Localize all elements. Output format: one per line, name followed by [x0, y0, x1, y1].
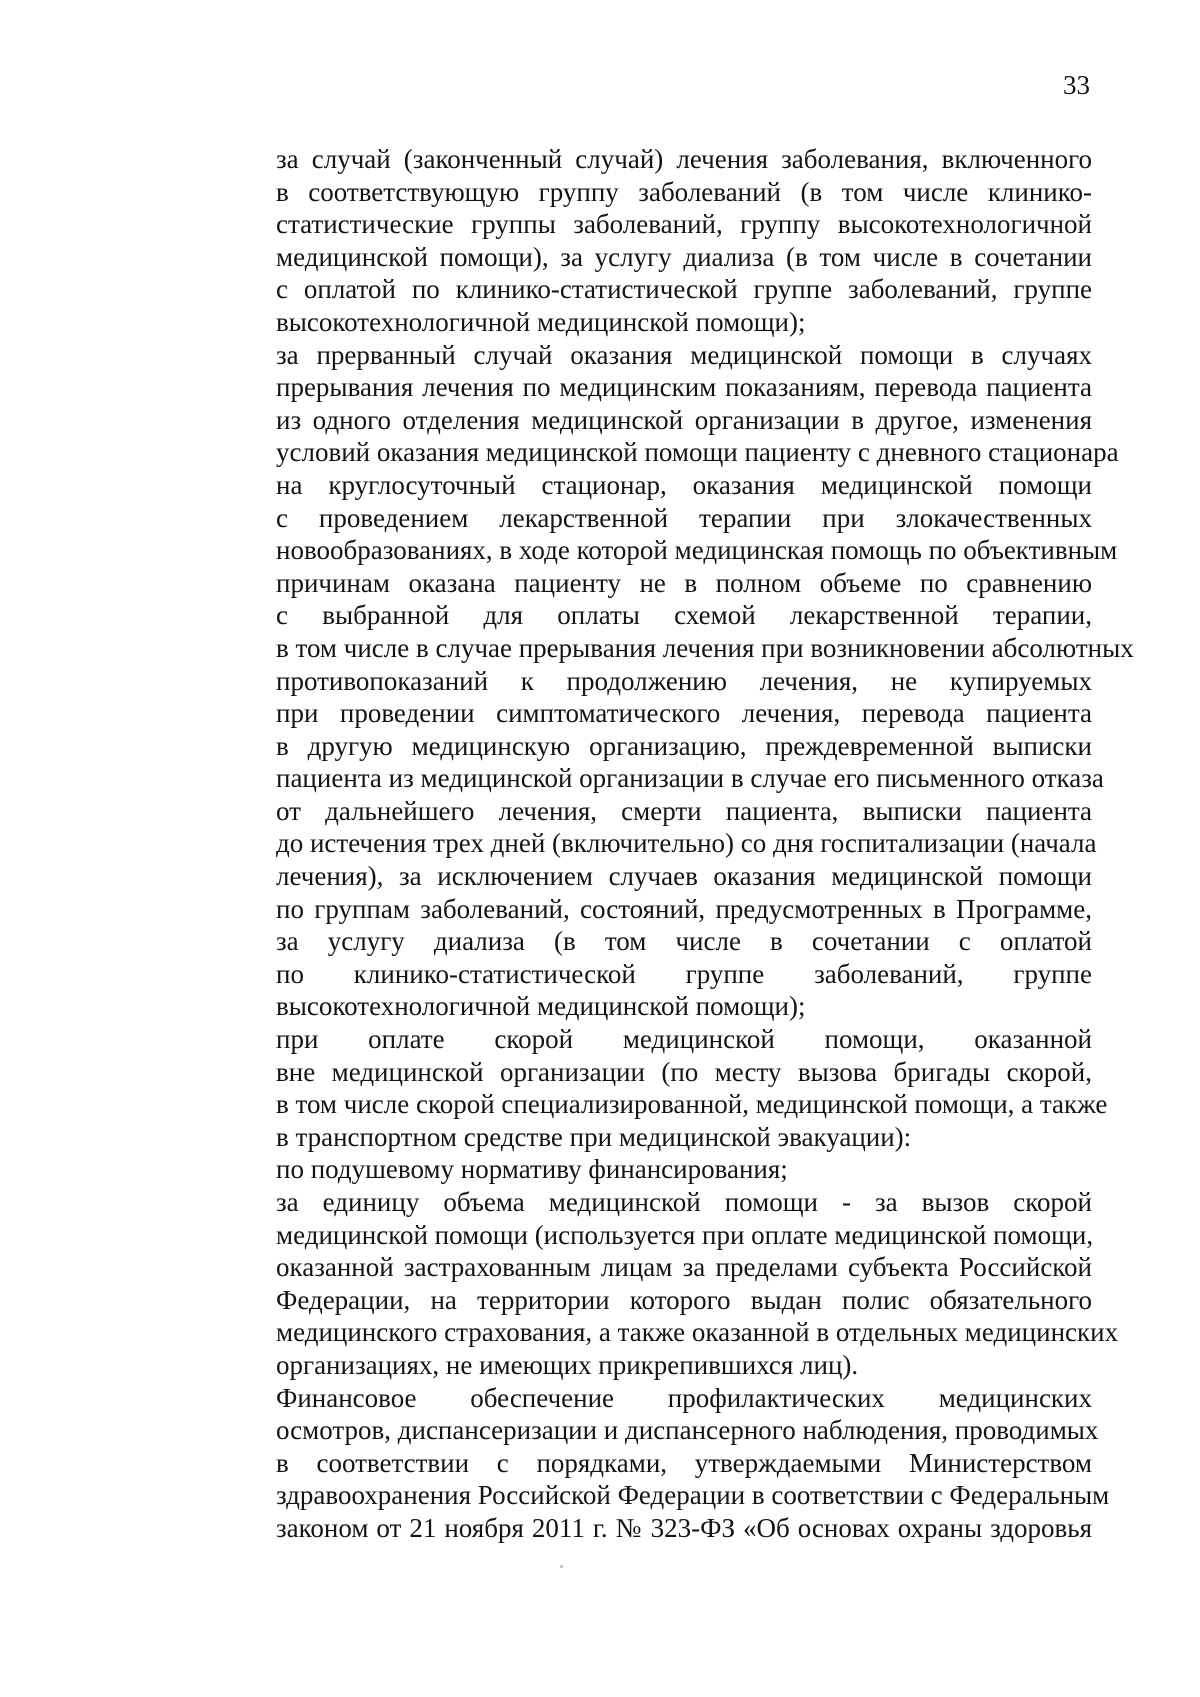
text-line: высокотехнологичной медицинской помощи);: [276, 991, 806, 1022]
text-line: в том числе скорой специализированной, медицинской помощи, а также: [276, 1089, 1108, 1120]
paragraph-p1: [204, 143, 1092, 339]
text-line: на круглосуточный стационар, оказания медицинской помощи: [276, 469, 1092, 500]
text-line: причинам оказана пациенту не в полном объеме по сравнению: [276, 567, 1092, 598]
text-line: из одного отделения медицинской организации в другое, изменения: [276, 404, 1092, 435]
text-line: при оплате скорой медицинской помощи, оказанной: [276, 1024, 1092, 1055]
text-line: за услугу диализа (в том числе в сочетании с оплатой: [276, 926, 1092, 957]
text-line: по группам заболеваний, состояний, предусмотренных в Программе,: [276, 893, 1092, 924]
paragraph-p5: [204, 1186, 1119, 1382]
text-line: лечения), за исключением случаев оказания медицинской помощи: [276, 861, 1092, 892]
text-line: статистические группы заболеваний, группу высокотехнологичной: [276, 209, 1092, 240]
text-line: организациях, не имеющих прикрепившихся лиц).: [276, 1349, 859, 1380]
text-line: новообразованиях, в ходе которой медицинская помощь по объективным: [276, 535, 1118, 566]
text-line: вне медицинской организации (по месту вызова бригады скорой,: [276, 1056, 1092, 1087]
text-line: осмотров, диспансеризации и диспансерного наблюдения, проводимых: [276, 1415, 1099, 1446]
text-line: противопоказаний к продолжению лечения, не купируемых: [276, 665, 1092, 696]
paragraph-p6: [204, 1382, 1110, 1545]
page-number: 33: [1063, 70, 1090, 100]
text-line: высокотехнологичной медицинской помощи);: [276, 306, 806, 337]
text-line: за прерванный случай оказания медицинской помощи в случаях: [276, 339, 1092, 370]
text-line: прерывания лечения по медицинским показаниям, перевода пациента: [276, 372, 1092, 403]
text-line: медицинской помощи (используется при оплате медицинской помощи,: [276, 1219, 1094, 1250]
text-line: с выбранной для оплаты схемой лекарственной терапии,: [276, 600, 1092, 631]
text-line: в соответствующую группу заболеваний (в том числе клинико-: [276, 176, 1092, 207]
paragraph-p3: [204, 1023, 1108, 1153]
text-line: в том числе в случае прерывания лечения при возникновении абсолютных: [276, 632, 1134, 663]
text-line: за единицу объема медицинской помощи - за вызов скорой: [276, 1187, 1092, 1217]
text-line: Федерации, на территории которого выдан полис обязательного: [276, 1284, 1092, 1315]
text-line: при проведении симптоматического лечения, перевода пациента: [276, 698, 1092, 729]
paragraph-p2: [204, 339, 1134, 1023]
scan-speck: [560, 1565, 563, 1568]
text-line: по клинико-статистической группе заболеваний, группе: [276, 958, 1092, 989]
text-line: здравоохранения Российской Федерации в соответствии с Федеральным: [276, 1480, 1110, 1511]
text-line: Финансовое обеспечение профилактических медицинских: [276, 1382, 1092, 1413]
text-line: медицинского страхования, а также оказанной в отдельных медицинских: [276, 1317, 1119, 1348]
text-line: условий оказания медицинской помощи пациенту с дневного стационара: [276, 437, 1119, 468]
text-line: с оплатой по клинико-статистической группе заболеваний, группе: [276, 274, 1092, 305]
text-line: законом от 21 ноября 2011 г. № 323-ФЗ «Об основах охраны здоровья: [276, 1512, 1092, 1543]
text-line: пациента из медицинской организации в случае его письменного отказа: [276, 763, 1104, 794]
paragraph-p4: [204, 1153, 1092, 1186]
text-line: в другую медицинскую организацию, преждевременной выписки: [276, 730, 1092, 761]
text-line: в транспортном средстве при медицинской эвакуации):: [276, 1121, 912, 1152]
document-body: [204, 143, 1134, 1545]
text-line: за случай (законченный случай) лечения заболевания, включенного: [276, 144, 1092, 174]
text-line: в соответствии с порядками, утверждаемыми Министерством: [276, 1447, 1092, 1478]
text-line: оказанной застрахованным лицам за пределами субъекта Российской: [276, 1252, 1092, 1283]
text-line: от дальнейшего лечения, смерти пациента, выписки пациента: [276, 795, 1092, 826]
text-line: с проведением лекарственной терапии при злокачественных: [276, 502, 1092, 533]
text-line: медицинской помощи), за услугу диализа (в том числе в сочетании: [276, 241, 1092, 272]
text-line: по подушевому нормативу финансирования;: [276, 1154, 788, 1185]
text-line: до истечения трех дней (включительно) со дня госпитализации (начала: [276, 828, 1097, 859]
